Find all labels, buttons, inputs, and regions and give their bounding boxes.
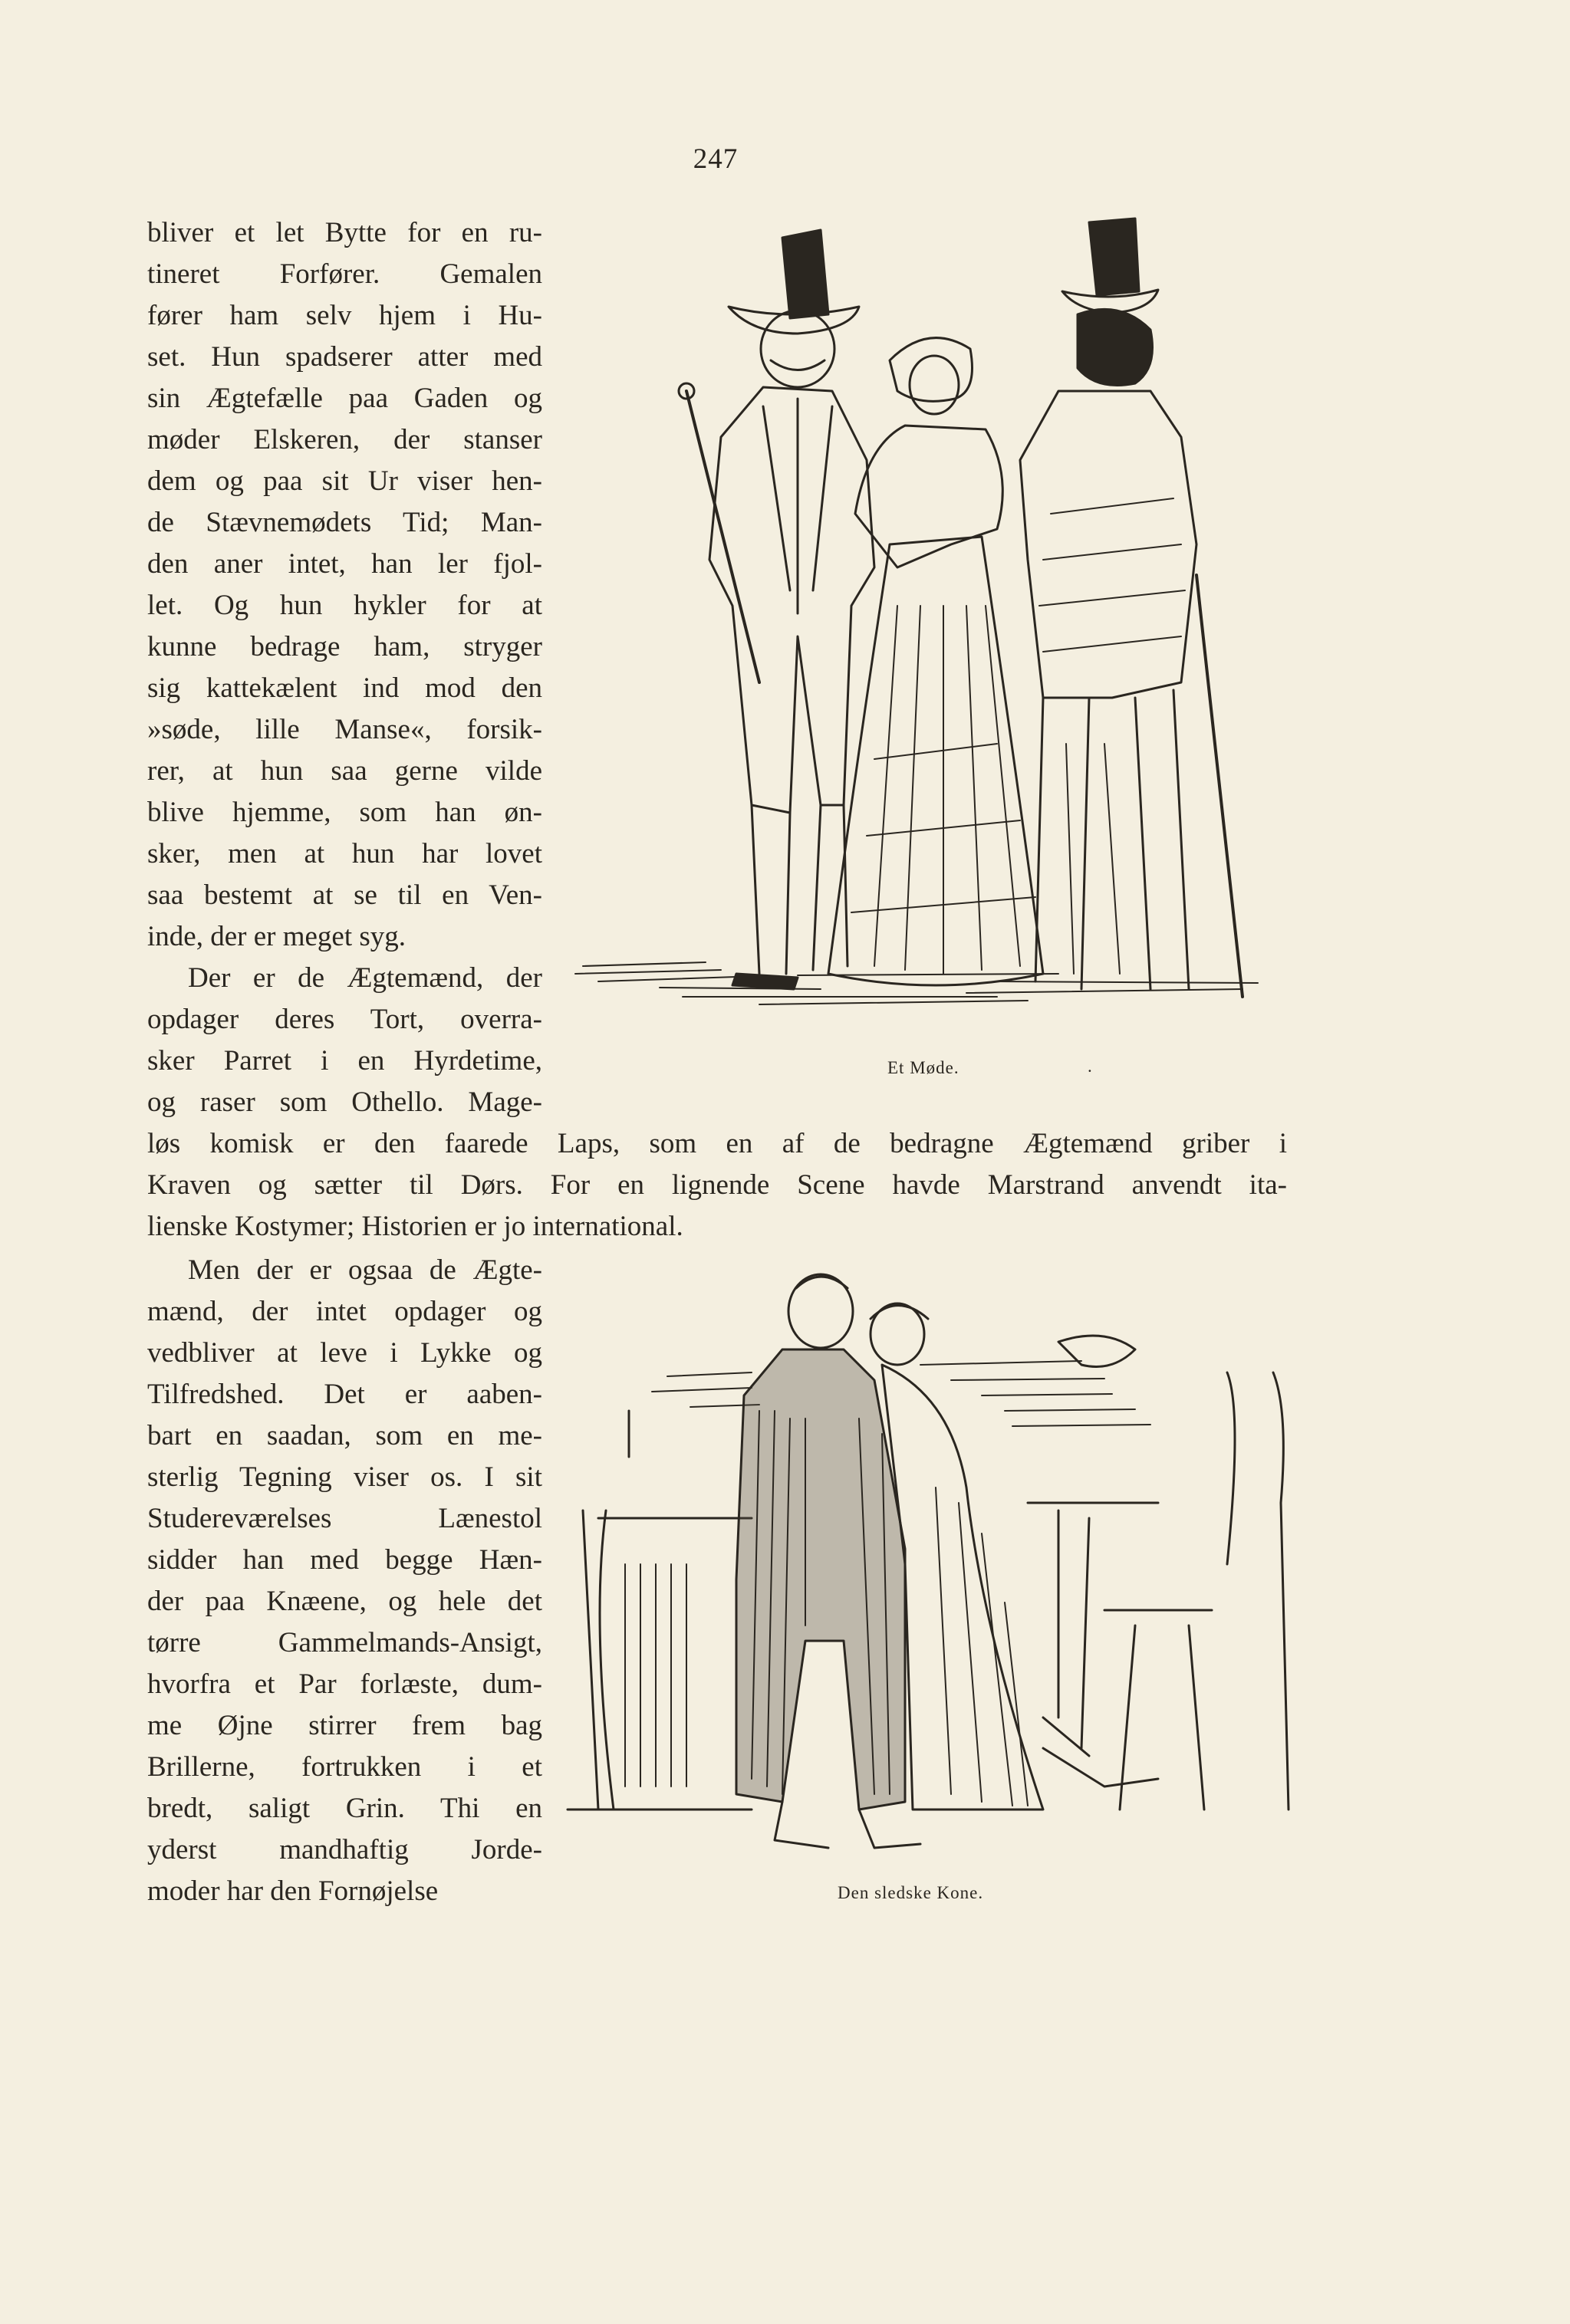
text-line: sig kattekælent ind mod den [147, 672, 542, 704]
text-line: »søde, lille Manse«, forsik- [147, 714, 542, 745]
text-line: møder Elskeren, der stanser [147, 424, 542, 455]
text-line: sker, men at hun har lovet [147, 838, 542, 869]
text-line: Der er de Ægtemænd, der [188, 962, 542, 994]
figure-caption: Et Møde. [887, 1058, 959, 1077]
text-line: inde, der er meget syg. [147, 921, 406, 952]
text-line: opdager deres Tort, overra- [147, 1004, 542, 1035]
figure-caption: Den sledske Kone. [838, 1883, 984, 1902]
text-line: og raser som Othello. Mage- [147, 1086, 542, 1118]
text-line: let. Og hun hykler for at [147, 590, 542, 621]
text-line: Tilfredshed. Det er aaben- [147, 1379, 542, 1410]
text-line: tineret Forfører. Gemalen [147, 258, 542, 290]
page-number: 247 [693, 143, 739, 175]
text-line: mænd, der intet opdager og [147, 1296, 542, 1327]
text-line: Studereværelses Lænestol [147, 1503, 542, 1534]
text-line: kunne bedrage ham, stryger [147, 631, 542, 662]
text-line: der paa Knæene, og hele det [147, 1586, 542, 1617]
text-line: vedbliver at leve i Lykke og [147, 1337, 542, 1369]
text-line: me Øjne stirrer frem bag [147, 1710, 542, 1741]
text-line: lienske Kostymer; Historien er jo international. [147, 1211, 683, 1242]
text-line: sidder han med begge Hæn- [147, 1544, 542, 1576]
text-line: hvorfra et Par forlæste, dum- [147, 1668, 542, 1700]
text-line: blive hjemme, som han øn- [147, 797, 542, 828]
illustration-couple [552, 1257, 1327, 1871]
text-line: fører ham selv hjem i Hu- [147, 300, 542, 331]
stray-dot: . [1088, 1057, 1093, 1076]
text-line: dem og paa sit Ur viser hen- [147, 465, 542, 497]
text-line: den aner intet, han ler fjol- [147, 548, 542, 580]
text-line: Men der er ogsaa de Ægte- [188, 1254, 542, 1286]
text-line: bredt, saligt Grin. Thi en [147, 1793, 542, 1824]
text-line: tørre Gammelmands-Ansigt, [147, 1627, 542, 1658]
text-line: de Stævnemødets Tid; Man- [147, 507, 542, 538]
text-line: moder har den Fornøjelse [147, 1875, 439, 1907]
text-line: set. Hun spadserer atter med [147, 341, 542, 373]
text-line: rer, at hun saa gerne vilde [147, 755, 542, 787]
text-line: bliver et let Bytte for en ru- [147, 217, 542, 248]
text-line: løs komisk er den faarede Laps, som en af de bedragne Ægtemænd griber i [147, 1128, 1287, 1159]
text-line: bart en saadan, som en me- [147, 1420, 542, 1451]
text-line: sin Ægtefælle paa Gaden og [147, 383, 542, 414]
illustration-meeting [568, 207, 1296, 1043]
text-line: yderst mandhaftig Jorde- [147, 1834, 542, 1865]
text-line: sterlig Tegning viser os. I sit [147, 1461, 542, 1493]
text-line: saa bestemt at se til en Ven- [147, 879, 542, 911]
text-line: sker Parret i en Hyrdetime, [147, 1045, 542, 1077]
text-line: Brillerne, fortrukken i et [147, 1751, 542, 1783]
text-line: Kraven og sætter til Dørs. For en lignende Scene havde Marstrand anvendt ita- [147, 1169, 1287, 1201]
